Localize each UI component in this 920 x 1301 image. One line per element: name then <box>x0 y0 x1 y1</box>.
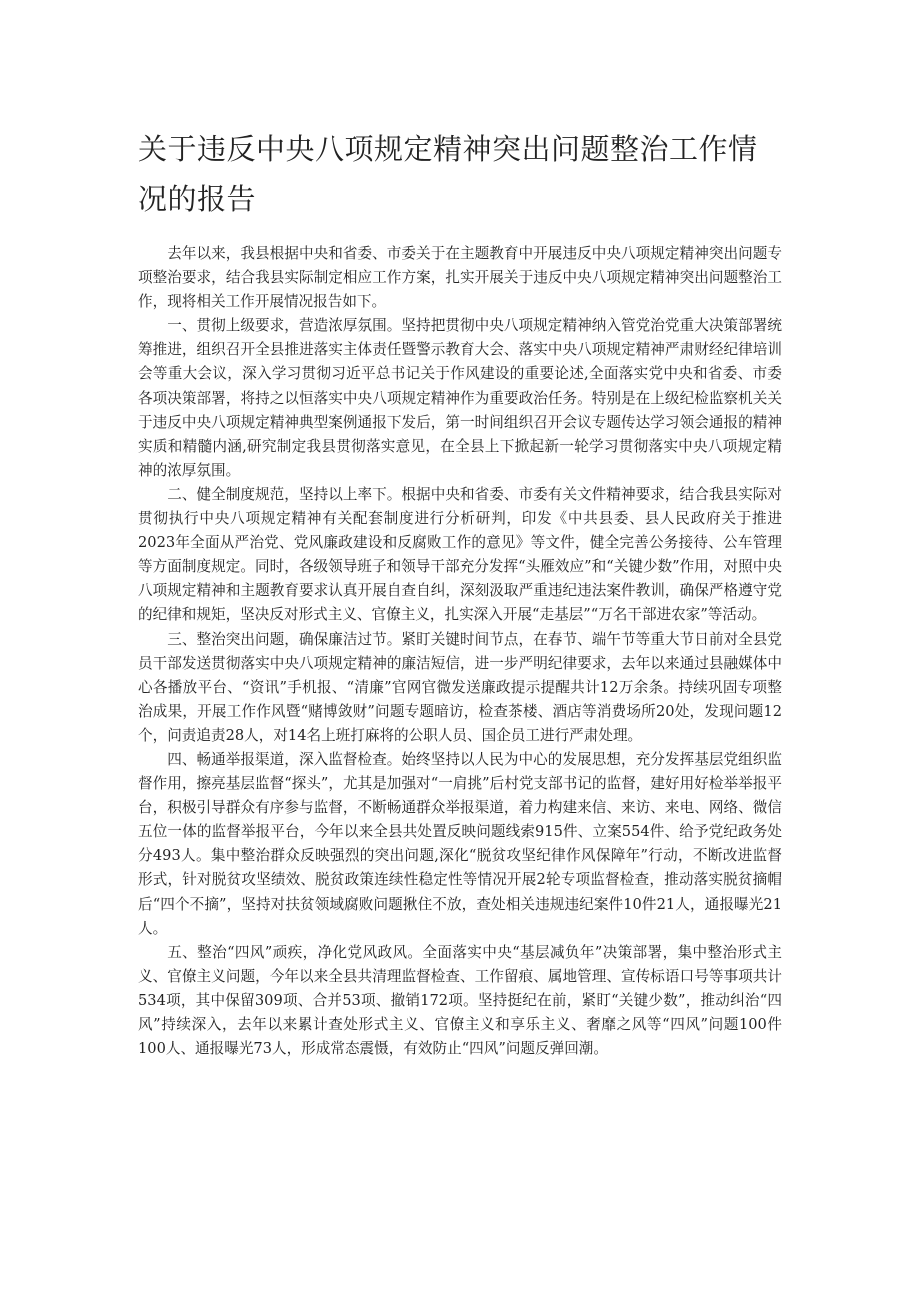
section-2-paragraph: 二、健全制度规范，坚持以上率下。根据中央和省委、市委有关文件精神要求，结合我县实际对贯彻执行中央八项规定精神有关配套制度进行分析研判，印发《中共县委、县人民政府关于推进2023年全面从严治党、党风廉政建设和反腐败工作的意见》等文件，健全完善公务接待、公车管理等方面制度规定。同时，各级领导班子和领导干部充分发挥“头雁效应”和“关键少数”作用，对照中央八项规定精神和主题教育要求认真开展自查自纠，深刻汲取严重违纪违法案件教训，确保严格遵守党的纪律和规矩，坚决反对形式主义、官僚主义，扎实深入开展“走基层”“万名干部进农家”等活动。 <box>138 485 782 624</box>
intro-paragraph: 去年以来，我县根据中央和省委、市委关于在主题教育中开展违反中央八项规定精神突出问题专项整治要求，结合我县实际制定相应工作方案，扎实开展关于违反中央八项规定精神突出问题整治工作，现将相关工作开展情况报告如下。 <box>138 245 782 311</box>
section-1-paragraph: 一、贯彻上级要求，营造浓厚氛围。坚持把贯彻中央八项规定精神纳入管党治党重大决策部署统筹推进，组织召开全县推进落实主体责任暨警示教育大会、落实中央八项规定精神严肃财经纪律培训会等重大会议，深入学习贯彻习近平总书记关于作风建设的重要论述,全面落实党中央和省委、市委各项决策部署，将持之以恒落实中央八项规定精神作为重要政治任务。特别是在上级纪检监察机关关于违反中央八项规定精神典型案例通报下发后，第一时间组织召开会议专题传达学习领会通报的精神实质和精髓内涵,研究制定我县贯彻落实意见，在全县上下掀起新一轮学习贯彻落实中央八项规定精神的浓厚氛围。 <box>138 317 782 479</box>
section-5-paragraph: 五、整治“四风”顽疾，净化党风政风。全面落实中央“基层减负年”决策部署，集中整治形式主义、官僚主义问题，今年以来全县共清理监督检查、工作留痕、属地管理、宣传标语口号等事项共计534项，其中保留309项、合并53项、撤销172项。坚持挺纪在前，紧盯“关键少数”，推动纠治“四风”持续深入，去年以来累计查处形式主义、官僚主义和享乐主义、奢靡之风等“四风”问题100件100人、通报曝光73人，形成常态震慑，有效防止“四风”问题反弹回潮。 <box>138 943 782 1058</box>
document-page <box>138 124 782 1061</box>
section-4-paragraph: 四、畅通举报渠道，深入监督检查。始终坚持以人民为中心的发展思想，充分发挥基层党组织监督作用，擦亮基层监督“探头”，尤其是加强对“一肩挑”后村党支部书记的监督，建好用好检举举报平台，积极引导群众有序参与监督，不断畅通群众举报渠道，着力构建来信、来访、来电、网络、微信五位一体的监督举报平台，今年以来全县共处置反映问题线索915件、立案554件、给予党纪政务处分493人。集中整治群众反映强烈的突出问题,深化“脱贫攻坚纪律作风保障年”行动，不断改进监督形式，针对脱贫攻坚绩效、脱贫政策连续性稳定性等情况开展2轮专项监督检查，推动落实脱贫摘帽后“四个不摘”，坚持对扶贫领域腐败问题揪住不放，查处相关违规违纪案件10件21人，通报曝光21人。 <box>138 750 782 937</box>
document-title: 关于违反中央八项规定精神突出问题整治工作情况的报告 <box>138 132 758 216</box>
section-3-paragraph: 三、整治突出问题，确保廉洁过节。紧盯关键时间节点，在春节、端午节等重大节日前对全县党员干部发送贯彻落实中央八项规定精神的廉洁短信，进一步严明纪律要求，去年以来通过县融媒体中心各播放平台、“资讯”手机报、“清廉”官网官微发送廉政提示提醒共计12万余条。持续巩固专项整治成果，开展工作作风暨“赌博敛财”问题专题暗访，检查茶楼、酒店等消费场所20处，发现问题12个，问责追责28人，对14名上班打麻将的公职人员、国企员工进行严肃处理。 <box>138 630 782 744</box>
